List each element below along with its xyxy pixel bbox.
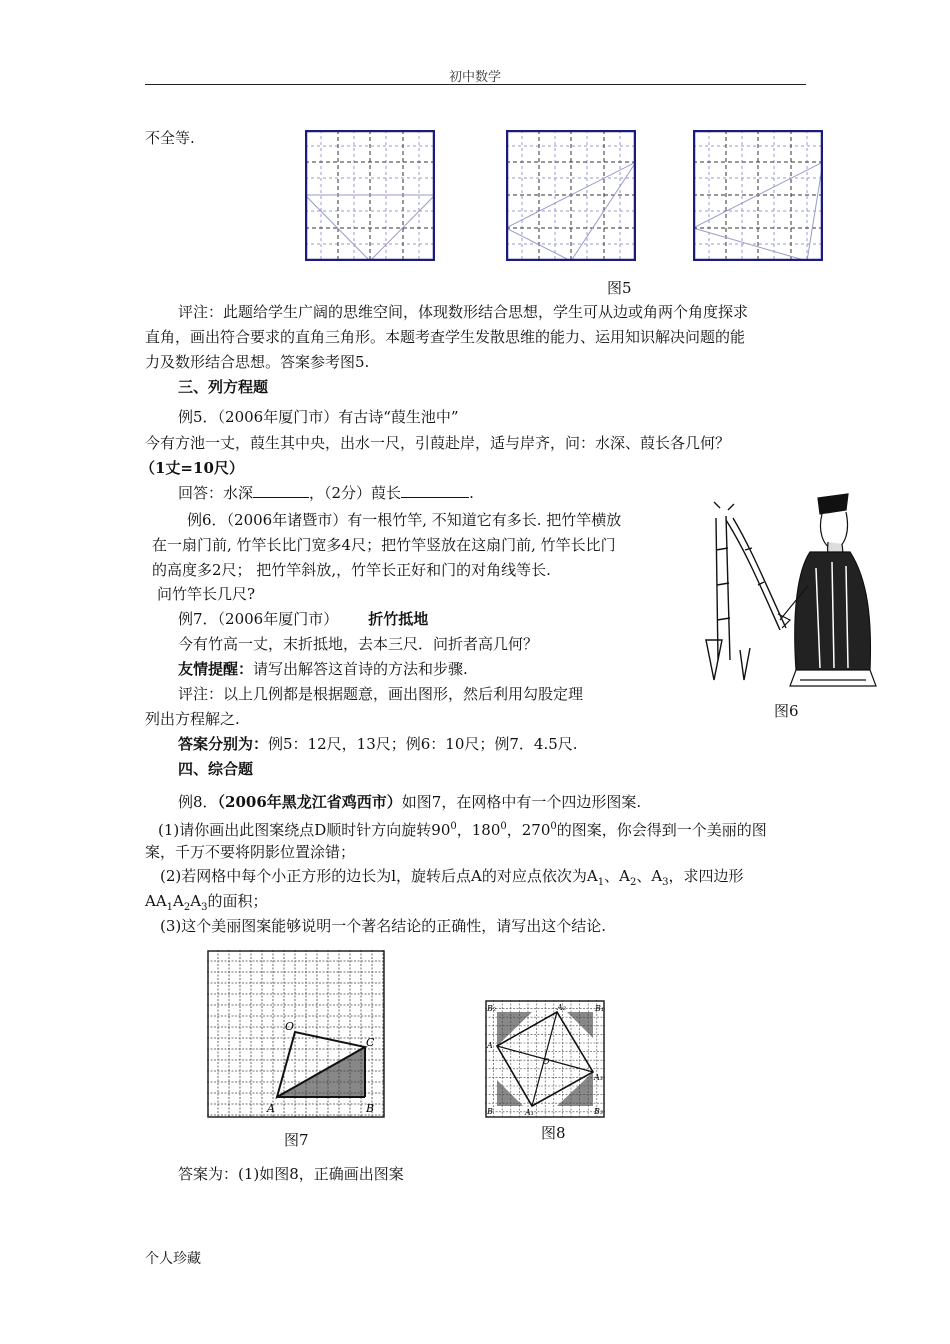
fig8-label-B1: B₁ <box>595 1004 605 1013</box>
text-line: 不全等. <box>145 129 195 147</box>
blank-length[interactable] <box>401 483 469 498</box>
answer-label-depth: 回答：水深 <box>178 484 254 502</box>
example-7-name: 折竹抵地 <box>368 610 429 628</box>
final-answer-line: 答案为：(1)如图8，正确画出图案 <box>178 1165 404 1183</box>
figure-7-caption: 图7 <box>284 1131 309 1149</box>
question-1-line-1 <box>158 817 767 840</box>
figure-6-caption: 图6 <box>774 702 799 720</box>
figure-5-grid-1 <box>305 130 435 261</box>
q2-part: 、A <box>636 867 663 885</box>
tip-label: 友情提醒： <box>178 660 254 678</box>
fig7-label-B: B <box>366 1102 375 1115</box>
example-6-line-2: 在一扇门前, 竹竿长比门宽多4尺；把竹竿竖放在这扇门前, 竹竿长比门 <box>152 536 616 554</box>
fig8-label-B3: B₃ <box>594 1107 604 1116</box>
fig8-label-A2: A₂ <box>557 1003 566 1012</box>
fig8-label-B2: B₂ <box>487 1004 497 1013</box>
fig8-label-A: A <box>487 1041 493 1050</box>
remark-line-1: 评注：以上几例都是根据题意，画出图形，然后利用勾股定理 <box>178 685 584 703</box>
example-6-line-4: 问竹竿长几尺? <box>157 585 256 603</box>
q2-part: ，求四边形 <box>668 867 744 885</box>
example-8-label: 例8． <box>178 793 218 811</box>
fig8-label-A1: A₁ <box>525 1108 534 1117</box>
figure-5-grid-3 <box>693 130 823 261</box>
section-3-heading: 三、列方程题 <box>178 378 269 396</box>
figure-8-caption: 图8 <box>541 1124 566 1142</box>
q2-sub: 2 <box>629 877 637 888</box>
comment-line-3: 力及数形结合思想。答案参考图5. <box>145 353 370 371</box>
answer-period: . <box>469 484 474 502</box>
fig7-label-C: C <box>366 1036 375 1049</box>
fig7-label-O: O <box>285 1020 295 1033</box>
answer-label-length: ，（2分）葭长 <box>309 484 402 502</box>
q2-part: A <box>190 892 202 910</box>
comment-line-2: 直角，画出符合要求的直角三角形。本题考查学生发散思维的能力、运用知识解决问题的能 <box>145 328 746 346</box>
figure-8-grid <box>485 1000 605 1118</box>
fig7-label-A: A <box>267 1102 275 1115</box>
question-3: (3)这个美丽图案能够说明一个著名结论的正确性，请写出这个结论. <box>160 917 607 935</box>
example-5-unit: （1丈=10尺） <box>140 459 244 477</box>
page-footer: 个人珍藏 <box>145 1251 201 1267</box>
q2-part: 、A <box>604 867 630 885</box>
fig8-label-O: O <box>543 1057 550 1066</box>
section-4-heading: 四、综合题 <box>178 760 254 778</box>
remark-line-2: 列出方程解之. <box>145 710 240 728</box>
example-5-title: 例5．（2006年厦门市）有古诗“葭生池中” <box>178 408 459 426</box>
example-8-title <box>178 792 641 812</box>
example-8-source: （2006年黑龙江省鸡西市） <box>217 793 402 811</box>
figure-5-grid-2 <box>506 130 636 261</box>
q2-part: A <box>173 892 184 910</box>
q1-part: (1)请你画出此图案绕点D顺时针方向旋转90 <box>158 821 451 839</box>
q1-sup: 0 <box>450 821 457 832</box>
page-header: 初中数学 <box>448 70 501 85</box>
q2-sub: 1 <box>597 877 605 888</box>
example-7-poem: 今有竹高一丈，末折抵地，去本三尺．问折者高几何？ <box>178 635 539 653</box>
fig8-label-B: B <box>487 1107 493 1116</box>
figure-5-caption: 图5 <box>607 279 632 297</box>
q2-part: (2)若网格中每个小正方形的边长为l，旋转后点A的对应点依次为A <box>160 867 598 885</box>
example-8-text: 如图7，在网格中有一个四边形图案. <box>401 793 642 811</box>
q2-sub: 3 <box>662 877 669 888</box>
example-5-answer-line <box>178 483 474 503</box>
q2-part: 的面积； <box>207 892 268 910</box>
fig8-label-A3: A₃ <box>594 1073 603 1082</box>
example-6-line-1: 例6．（2006年诸暨市）有一根竹竿, 不知道它有多长. 把竹竿横放 <box>187 511 622 529</box>
q1-part: ，180 <box>456 821 501 839</box>
q1-sup: 0 <box>500 821 507 832</box>
answers-text: 例5：12尺，13尺；例6：10尺；例7．4.5尺. <box>268 735 578 753</box>
example-7-title <box>178 609 428 629</box>
header-rule <box>145 84 806 85</box>
answers-line <box>178 734 578 754</box>
tip-text: 请写出解答这首诗的方法和步骤. <box>253 660 468 678</box>
blank-depth[interactable] <box>253 483 309 498</box>
tip-line <box>178 659 468 679</box>
q1-part: ，270 <box>506 821 551 839</box>
question-1-line-2: 案，千万不要将阴影位置涂错； <box>145 843 356 861</box>
q2-part: AA <box>145 892 167 910</box>
example-6-line-3: 的高度多2尺； 把竹竿斜放,，竹竿长正好和门的对角线等长. <box>152 561 551 579</box>
q2-sub: 2 <box>183 902 191 913</box>
q1-part: 的图案，你会得到一个美丽的图 <box>556 821 767 839</box>
answers-label: 答案分别为： <box>178 735 269 753</box>
comment-line-1: 评注：此题给学生广阔的思维空间，体现数形结合思想，学生可从边或角两个角度探求 <box>178 303 749 321</box>
example-5-poem: 今有方池一丈，葭生其中央，出水一尺，引葭赴岸，适与岸齐，问：水深、葭长各几何？ <box>145 434 731 452</box>
example-7-source: 例7．（2006年厦门市） <box>178 610 339 628</box>
q2-sub: 3 <box>201 902 208 913</box>
q1-sup: 0 <box>550 821 557 832</box>
figure-6-illustration <box>700 490 880 690</box>
figure-7-grid <box>207 950 385 1118</box>
q2-sub: 1 <box>166 902 174 913</box>
question-2-line-2 <box>145 891 268 918</box>
question-2-line-1 <box>160 866 744 893</box>
